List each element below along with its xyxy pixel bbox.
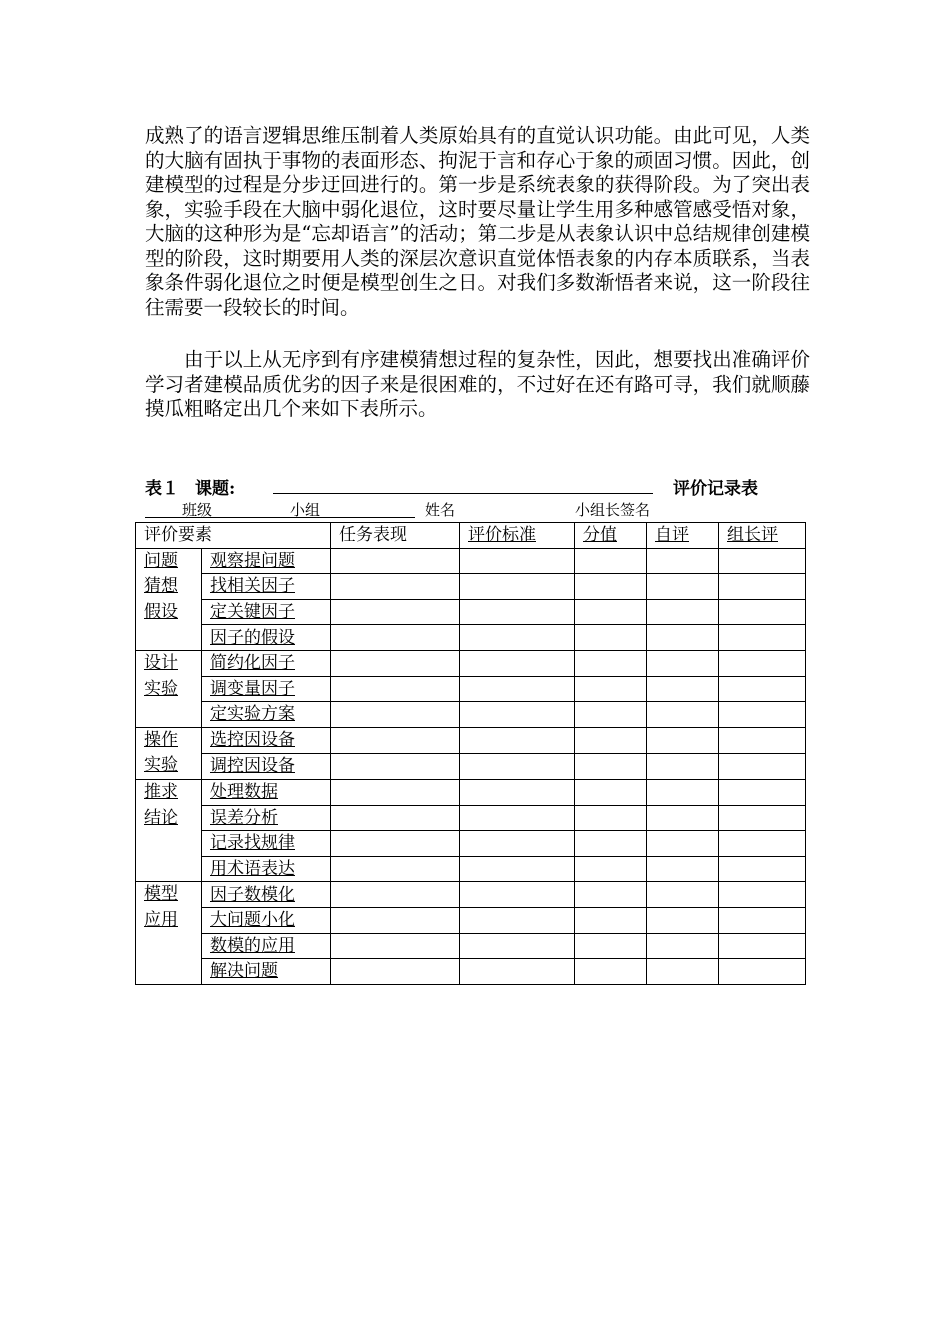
leader-eval-cell[interactable] <box>719 779 806 805</box>
table-caption <box>145 474 805 498</box>
sub-item-cell: 定关键因子 <box>202 599 331 625</box>
sub-item-cell: 数模的应用 <box>202 933 331 959</box>
table-header-row <box>136 523 806 549</box>
class-label: 班级 <box>182 501 213 519</box>
task-performance-cell[interactable] <box>331 959 460 985</box>
sub-item-cell: 记录找规律 <box>202 831 331 857</box>
criteria-cell[interactable] <box>460 625 575 651</box>
leader-eval-cell[interactable] <box>719 805 806 831</box>
self-eval-cell[interactable] <box>647 882 719 908</box>
criteria-cell[interactable] <box>460 727 575 753</box>
category-cell <box>136 779 202 881</box>
table-row <box>136 727 806 753</box>
table-row <box>136 650 806 676</box>
table-row <box>136 805 806 831</box>
criteria-cell[interactable] <box>460 907 575 933</box>
criteria-cell[interactable] <box>460 831 575 857</box>
table-row <box>136 856 806 882</box>
criteria-cell[interactable] <box>460 702 575 728</box>
task-performance-cell[interactable] <box>331 702 460 728</box>
leader-eval-cell[interactable] <box>719 625 806 651</box>
table-row <box>136 831 806 857</box>
category-cell <box>136 727 202 779</box>
criteria-cell[interactable] <box>460 753 575 779</box>
sub-item-cell: 大问题小化 <box>202 907 331 933</box>
score-cell[interactable] <box>575 753 647 779</box>
sub-item-cell: 调变量因子 <box>202 676 331 702</box>
task-performance-cell[interactable] <box>331 676 460 702</box>
score-cell[interactable] <box>575 676 647 702</box>
leader-eval-cell[interactable] <box>719 574 806 600</box>
self-eval-cell[interactable] <box>647 548 719 574</box>
criteria-cell[interactable] <box>460 548 575 574</box>
sub-item-cell: 观察提问题 <box>202 548 331 574</box>
leader-eval-cell[interactable] <box>719 727 806 753</box>
task-performance-cell[interactable] <box>331 599 460 625</box>
criteria-cell[interactable] <box>460 933 575 959</box>
self-eval-cell[interactable] <box>647 779 719 805</box>
table-row <box>136 548 806 574</box>
category-cell <box>136 650 202 727</box>
task-performance-cell[interactable] <box>331 574 460 600</box>
sub-item-cell: 调控因设备 <box>202 753 331 779</box>
score-cell[interactable] <box>575 933 647 959</box>
self-eval-cell[interactable] <box>647 574 719 600</box>
task-performance-cell[interactable] <box>331 753 460 779</box>
leader-eval-cell[interactable] <box>719 753 806 779</box>
table-row <box>136 753 806 779</box>
criteria-cell[interactable] <box>460 779 575 805</box>
self-eval-cell[interactable] <box>647 856 719 882</box>
header-task-performance: 任务表现 <box>331 523 460 549</box>
score-cell[interactable] <box>575 625 647 651</box>
leader-eval-cell[interactable] <box>719 856 806 882</box>
sub-item-cell: 解决问题 <box>202 959 331 985</box>
header-elements: 评价要素 <box>136 523 331 549</box>
criteria-cell[interactable] <box>460 856 575 882</box>
self-eval-cell[interactable] <box>647 702 719 728</box>
table-row <box>136 676 806 702</box>
task-performance-cell[interactable] <box>331 548 460 574</box>
sub-item-cell: 找相关因子 <box>202 574 331 600</box>
category-text: 推求 <box>144 781 178 802</box>
sub-item-cell: 因子的假设 <box>202 625 331 651</box>
score-cell[interactable] <box>575 574 647 600</box>
sub-item-cell: 定实验方案 <box>202 702 331 728</box>
evaluation-table <box>135 522 806 985</box>
leader-eval-cell[interactable] <box>719 599 806 625</box>
self-eval-cell[interactable] <box>647 727 719 753</box>
body-paragraph-1: 成熟了的语言逻辑思维压制着人类原始具有的直觉认识功能。由此可见，人类的大脑有固执于事物的表面形态、拘泥于言和存心于象的顽固习惯。因此，创建模型的过程是分步迂回进行的。第一步是系统表象的获得阶段。为了突出表象，实验手段在大脑中弱化退位，这时要尽量让学生用多种感管感受悟对象，大脑的这种形为是“忘却语言”的活动；第二步是从表象认识中总结规律创建模型的阶段，这时期要用人类的深层次意识直觉体悟表象的内存本质联系，当表象条件弱化退位之时便是模型创生之日。对我们多数渐悟者来说，这一阶段往往需要一段较长的时间。 <box>145 124 810 319</box>
score-cell[interactable] <box>575 907 647 933</box>
sub-item-cell: 选控因设备 <box>202 727 331 753</box>
task-performance-cell[interactable] <box>331 907 460 933</box>
criteria-cell[interactable] <box>460 959 575 985</box>
topic-label: 课题: <box>195 479 236 499</box>
self-eval-cell[interactable] <box>647 753 719 779</box>
header-criteria: 评价标准 <box>460 523 575 549</box>
score-cell[interactable] <box>575 856 647 882</box>
leader-eval-cell[interactable] <box>719 548 806 574</box>
table-row <box>136 882 806 908</box>
self-eval-cell[interactable] <box>647 805 719 831</box>
sub-item-cell: 用术语表达 <box>202 856 331 882</box>
task-performance-cell[interactable] <box>331 805 460 831</box>
group-label: 小组 <box>290 501 321 519</box>
task-performance-cell[interactable] <box>331 625 460 651</box>
category-text: 结论 <box>144 807 178 828</box>
task-performance-cell[interactable] <box>331 882 460 908</box>
leader-eval-cell[interactable] <box>719 676 806 702</box>
category-text: 实验 <box>144 755 178 776</box>
leader-signature-label: 小组长签名 <box>575 501 651 519</box>
category-cell <box>136 882 202 984</box>
category-text: 假设 <box>144 601 178 622</box>
category-text: 模型 <box>144 884 178 905</box>
sub-item-cell: 处理数据 <box>202 779 331 805</box>
criteria-cell[interactable] <box>460 574 575 600</box>
criteria-cell[interactable] <box>460 650 575 676</box>
category-text: 操作 <box>144 729 178 750</box>
task-performance-cell[interactable] <box>331 856 460 882</box>
table-row <box>136 599 806 625</box>
sub-item-cell: 误差分析 <box>202 805 331 831</box>
header-leader-eval: 组长评 <box>719 523 806 549</box>
category-text: 猜想 <box>144 576 178 597</box>
score-cell[interactable] <box>575 831 647 857</box>
leader-eval-cell[interactable] <box>719 907 806 933</box>
score-cell[interactable] <box>575 959 647 985</box>
criteria-cell[interactable] <box>460 882 575 908</box>
self-eval-cell[interactable] <box>647 907 719 933</box>
leader-eval-cell[interactable] <box>719 831 806 857</box>
score-cell[interactable] <box>575 599 647 625</box>
self-eval-cell[interactable] <box>647 599 719 625</box>
table-row <box>136 933 806 959</box>
task-performance-cell[interactable] <box>331 933 460 959</box>
header-score: 分值 <box>575 523 647 549</box>
score-cell[interactable] <box>575 650 647 676</box>
self-eval-cell[interactable] <box>647 650 719 676</box>
body-paragraph-2: 由于以上从无序到有序建模猜想过程的复杂性，因此，想要找出准确评价学习者建模品质优劣的因子来是很困难的，不过好在还有路可寻，我们就顺藤摸瓜粗略定出几个来如下表所示。 <box>145 348 810 420</box>
criteria-cell[interactable] <box>460 805 575 831</box>
self-eval-cell[interactable] <box>647 831 719 857</box>
evaluation-table-body <box>136 523 806 985</box>
self-eval-cell[interactable] <box>647 676 719 702</box>
table-row <box>136 959 806 985</box>
task-performance-cell[interactable] <box>331 779 460 805</box>
table-subheader <box>145 499 805 519</box>
leader-eval-cell[interactable] <box>719 650 806 676</box>
sub-item-cell: 简约化因子 <box>202 650 331 676</box>
leader-eval-cell[interactable] <box>719 882 806 908</box>
score-cell[interactable] <box>575 882 647 908</box>
criteria-cell[interactable] <box>460 599 575 625</box>
self-eval-cell[interactable] <box>647 625 719 651</box>
leader-eval-cell[interactable] <box>719 702 806 728</box>
score-cell[interactable] <box>575 702 647 728</box>
score-cell[interactable] <box>575 779 647 805</box>
table-row <box>136 702 806 728</box>
table-number: 表１ <box>145 479 179 499</box>
self-eval-cell[interactable] <box>647 959 719 985</box>
task-performance-cell[interactable] <box>331 650 460 676</box>
category-text: 问题 <box>144 550 178 571</box>
score-cell[interactable] <box>575 548 647 574</box>
table-row <box>136 779 806 805</box>
leader-eval-cell[interactable] <box>719 933 806 959</box>
criteria-cell[interactable] <box>460 676 575 702</box>
header-self-eval: 自评 <box>647 523 719 549</box>
score-cell[interactable] <box>575 727 647 753</box>
self-eval-cell[interactable] <box>647 933 719 959</box>
task-performance-cell[interactable] <box>331 831 460 857</box>
category-text: 设计 <box>144 652 178 673</box>
table-title: 评价记录表 <box>673 479 758 499</box>
score-cell[interactable] <box>575 805 647 831</box>
name-label: 姓名 <box>425 501 456 519</box>
category-cell <box>136 548 202 650</box>
category-text: 应用 <box>144 909 178 930</box>
sub-item-cell: 因子数模化 <box>202 882 331 908</box>
topic-blank-line <box>273 493 653 494</box>
category-text: 实验 <box>144 678 178 699</box>
table-row <box>136 574 806 600</box>
leader-eval-cell[interactable] <box>719 959 806 985</box>
table-row <box>136 625 806 651</box>
subheader-underline <box>145 517 415 518</box>
task-performance-cell[interactable] <box>331 727 460 753</box>
table-row <box>136 907 806 933</box>
